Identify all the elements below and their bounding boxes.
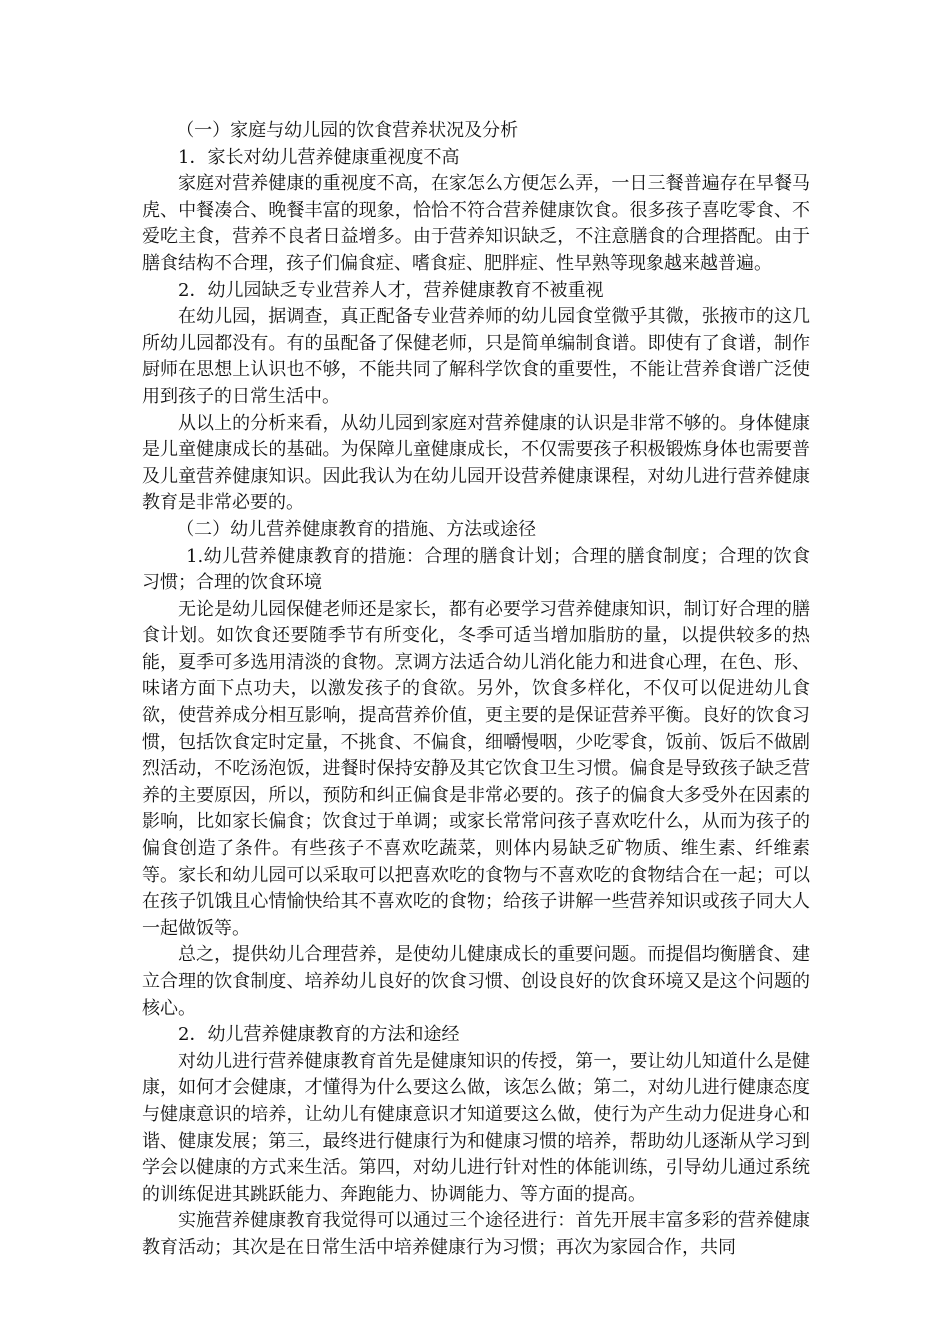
paragraph-family-nutrition: 家庭对营养健康的重视度不高，在家怎么方便怎么弄，一日三餐普遍存在早餐马虎、中餐凑合、晚餐丰富的现象，恰恰不符合营养健康饮食。很多孩子喜吃零食、不爱吃主食，营养不良者日益增多。由于营养知识缺乏，不注意膳食的合理搭配。由于膳食结构不合理，孩子们偏食症、嗜食症、肥胖症、性早熟等现象越来越普遍。 [142, 173, 810, 274]
document-body [142, 118, 810, 1262]
paragraph-measures-summary: 总之，提供幼儿合理营养，是使幼儿健康成长的重要问题。而提倡均衡膳食、建立合理的饮食制度、培养幼儿良好的饮食习惯、创设良好的饮食环境又是这个问题的核心。 [142, 944, 810, 1019]
section-heading-1: （一）家庭与幼儿园的饮食营养状况及分析 [176, 120, 519, 141]
subsection-heading-1-1: 1．家长对幼儿营养健康重视度不高 [178, 146, 460, 168]
section-heading-2: （二）幼儿营养健康教育的措施、方法或途径 [176, 518, 537, 540]
subsection-heading-2-2: 2．幼儿营养健康教育的方法和途经 [178, 1024, 460, 1046]
paragraph-measures: 无论是幼儿园保健老师还是家长，都有必要学习营养健康知识，制订好合理的膳食计划。如饮食还要随季节有所变化，冬季可适当增加脂肪的量，以提供较多的热能，夏季可多选用清淡的食物。烹调方法适合幼儿消化能力和进食心理，在色、形、味诸方面下点功夫，以激发孩子的食欲。另外，饮食多样化，不仅可以促进幼儿食欲，使营养成分相互影响，提高营养价值，更主要的是保证营养平衡。良好的饮食习惯，包括饮食定时定量，不挑食、不偏食，细嚼慢咽，少吃零食，饭前、饭后不做剧烈活动，不吃汤泡饭，进餐时保持安静及其它饮食卫生习惯。偏食是导致孩子缺乏营养的主要原因，所以，预防和纠正偏食是非常必要的。孩子的偏食大多受外在因素的影响，比如家长偏食；饮食过于单调；或家长常常问孩子喜欢吃什么，从而为孩子的偏食创造了条件。有些孩子不喜欢吃蔬菜，则体内易缺乏矿物质、维生素、纤维素等。家长和幼儿园可以采取可以把喜欢吃的食物与不喜欢吃的食物结合在一起；可以在孩子饥饿且心情愉快给其不喜欢吃的食物；给孩子讲解一些营养知识或孩子同大人一起做饭等。 [142, 598, 810, 939]
subsection-heading-2-1: 1.幼儿营养健康教育的措施：合理的膳食计划；合理的膳食制度；合理的饮食习惯；合理的饮食环境 [142, 545, 810, 594]
subsection-heading-1-2: 2．幼儿园缺乏专业营养人才，营养健康教育不被重视 [178, 279, 604, 301]
paragraph-approaches: 实施营养健康教育我觉得可以通过三个途径进行：首先开展丰富多彩的营养健康教育活动；其次是在日常生活中培养健康行为习惯；再次为家园合作，共同 [142, 1210, 810, 1258]
paragraph-analysis-summary: 从以上的分析来看，从幼儿园到家庭对营养健康的认识是非常不够的。身体健康是儿童健康成长的基础。为保障儿童健康成长，不仅需要孩子积极锻炼身体也需要普及儿童营养健康知识。因此我认为在幼儿园开设营养健康课程，对幼儿进行营养健康教育是非常必要的。 [142, 412, 810, 514]
paragraph-kindergarten-nutrition: 在幼儿园，据调查，真正配备专业营养师的幼儿园食堂微乎其微，张掖市的这几所幼儿园都没有。有的虽配备了保健老师，只是简单编制食谱。即使有了食谱，制作厨师在思想上认识也不够，不能共同了解科学饮食的重要性，不能让营养食谱广泛使用到孩子的日常生活中。 [142, 306, 810, 407]
paragraph-methods: 对幼儿进行营养健康教育首先是健康知识的传授，第一，要让幼儿知道什么是健康，如何才会健康，才懂得为什么要这么做，该怎么做；第二，对幼儿进行健康态度与健康意识的培养，让幼儿有健康意识才知道要这么做，使行为产生动力促进身心和谐、健康发展；第三，最终进行健康行为和健康习惯的培养，帮助幼儿逐渐从学习到学会以健康的方式来生活。第四，对幼儿进行针对性的体能训练，引导幼儿通过系统的训练促进其跳跃能力、奔跑能力、协调能力、等方面的提高。 [142, 1050, 810, 1205]
